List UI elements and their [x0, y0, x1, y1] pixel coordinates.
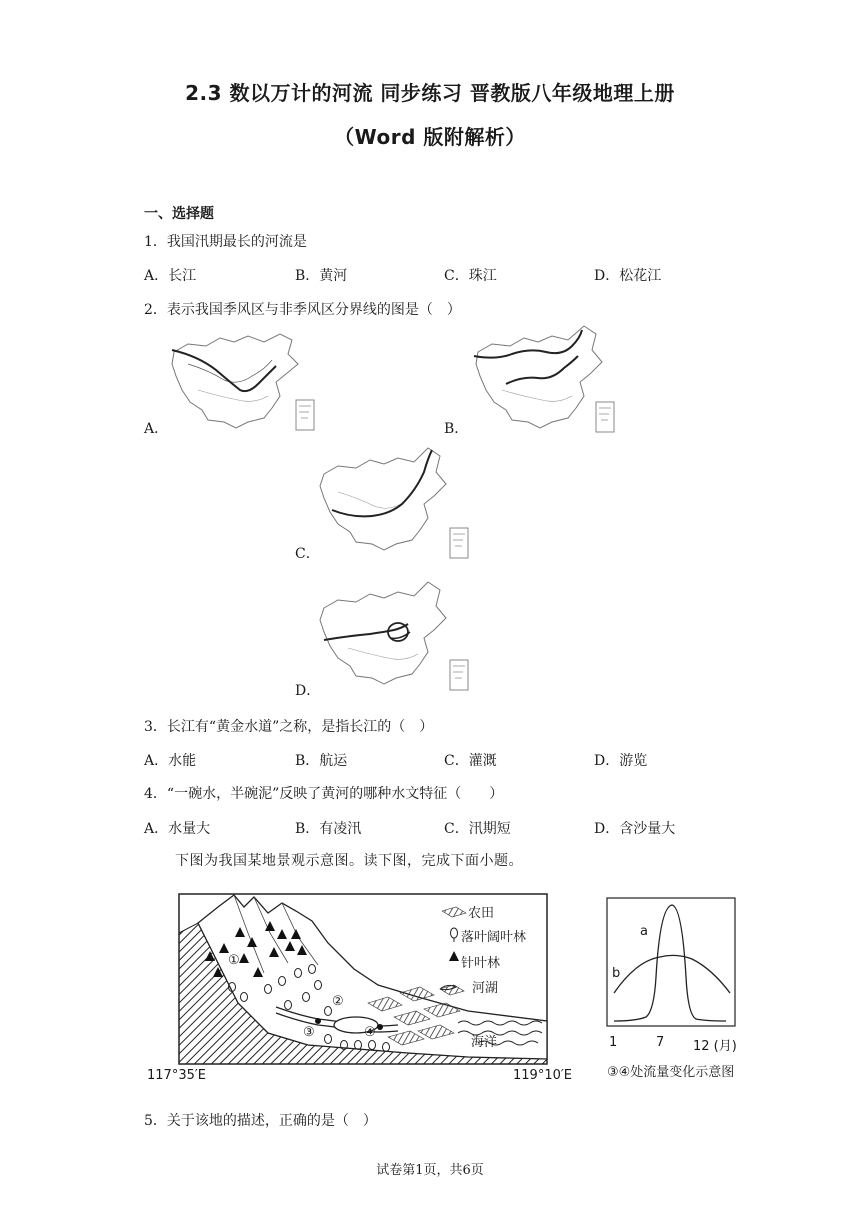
x-tick-7: 7 [656, 1035, 665, 1050]
q4-option-b: B．有凌汛 [295, 821, 362, 837]
question-2-stem: 2．表示我国季风区与非季风区分界线的图是（ ） [144, 302, 461, 318]
legend-river-lake: 河湖 [472, 981, 499, 996]
legend-farmland: 农田 [468, 906, 495, 921]
curve-b-label: b [612, 966, 621, 981]
question-5-stem: 5．关于该地的描述，正确的是（ ） [144, 1113, 377, 1129]
map-c-image [318, 444, 474, 560]
section-heading: 一、选择题 [144, 206, 214, 222]
figure-intro: 下图为我国某地景观示意图。读下图，完成下面小题。 [175, 853, 523, 869]
flow-chart-caption: ③④处流量变化示意图 [607, 1065, 735, 1080]
x-tick-12: 12 (月) [693, 1039, 737, 1054]
q1-option-b: B．黄河 [295, 268, 348, 284]
q2-option-a: A． [144, 421, 169, 437]
q4-option-d: D．含沙量大 [594, 821, 676, 837]
marker-2: ② [332, 994, 344, 1009]
q2-option-c: C． [295, 546, 320, 562]
ocean-label: 海洋 [471, 1035, 498, 1050]
q3-option-b: B．航运 [295, 753, 348, 769]
doc-subtitle: （Word 版附解析） [334, 125, 526, 149]
question-1-stem: 1．我国汛期最长的河流是 [144, 234, 307, 250]
question-4-stem: 4．“一碗水，半碗泥”反映了黄河的哪种水文特征（ ） [144, 786, 504, 802]
curve-a-label: a [640, 924, 648, 939]
map-b-image [472, 322, 624, 434]
map-a-image [168, 330, 320, 434]
marker-1: ① [228, 953, 240, 968]
q1-option-c: C．珠江 [444, 268, 497, 284]
q2-option-b: B． [444, 421, 469, 437]
longitude-right: 119°10′E [513, 1068, 573, 1083]
legend-conifer-forest: 针叶林 [461, 956, 501, 971]
marker-3: ③ [303, 1025, 315, 1040]
q3-option-c: C．灌溉 [444, 753, 497, 769]
q4-option-a: A．水量大 [144, 821, 211, 837]
q1-option-a: A．长江 [144, 268, 197, 284]
question-3-stem: 3．长江有“黄金水道”之称，是指长江的（ ） [144, 719, 434, 735]
page-footer: 试卷第1页，共6页 [376, 1163, 484, 1178]
doc-title: 2.3 数以万计的河流 同步练习 晋教版八年级地理上册 [185, 81, 675, 105]
legend-deciduous-forest: 落叶阔叶林 [461, 930, 527, 945]
q4-option-c: C．汛期短 [444, 821, 511, 837]
flow-chart [606, 897, 738, 1031]
q3-option-a: A．水能 [144, 753, 197, 769]
longitude-left: 117°35′E [147, 1068, 207, 1083]
map-d-image [318, 578, 474, 694]
marker-4: ④ [364, 1025, 376, 1040]
x-tick-1: 1 [609, 1035, 618, 1050]
q3-option-d: D．游览 [594, 753, 648, 769]
q2-option-d: D． [295, 683, 321, 699]
q1-option-d: D．松花江 [594, 268, 662, 284]
